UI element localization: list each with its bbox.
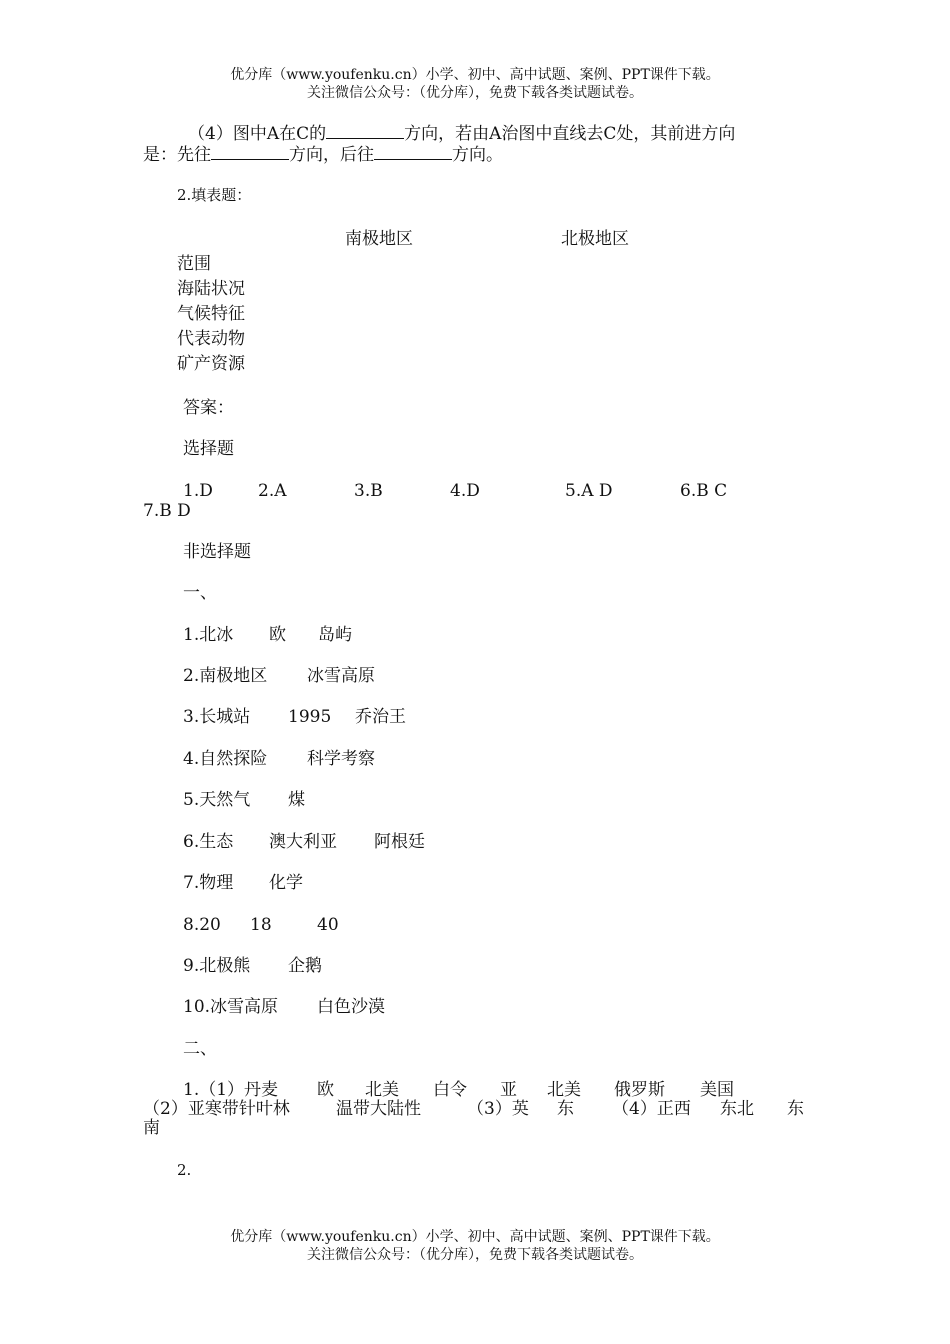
answer-text: 1995 [288, 707, 332, 727]
answer-text: 40 [317, 915, 339, 935]
answer-blank [326, 124, 404, 139]
choice-answer: 2.A [258, 481, 287, 501]
choice-answer: 5.A D [565, 481, 613, 501]
answer-text: 美国 [700, 1080, 734, 1100]
answer-text: 亚 [500, 1080, 517, 1100]
answer-text: 冰雪高原 [307, 666, 375, 686]
answer-text: 9.北极熊 [183, 956, 251, 976]
answer-text: 企鹅 [288, 956, 322, 976]
answer-text: 8.20 [183, 915, 221, 935]
table-row-label: 海陆状况 [177, 279, 245, 299]
fill-table-title: 2.填表题： [177, 186, 252, 204]
answer-text: （3）英 [467, 1099, 529, 1119]
answer-text: 1.北冰 [183, 625, 234, 645]
page-footer [0, 1228, 950, 1264]
q4-line-2 [143, 145, 503, 165]
part1-title: 一、 [183, 583, 217, 603]
q4-text-1: （4）图中A在C的 [188, 124, 327, 144]
answer-text: 乔治王 [355, 707, 406, 727]
answer-text: 3.长城站 [183, 707, 251, 727]
answer-text: 东 [557, 1099, 574, 1119]
answer-text: 7.物理 [183, 873, 234, 893]
q4-line-1 [188, 124, 735, 144]
answer-text: 科学考察 [307, 749, 375, 769]
table-row-label: 范围 [177, 254, 211, 274]
part2-title: 二、 [183, 1039, 217, 1059]
answer-blank [211, 145, 289, 160]
answer-text: 欧 [269, 625, 286, 645]
answer-text: 东 [787, 1099, 804, 1119]
answer-text: （4）正西 [612, 1099, 691, 1119]
answer-text: 岛屿 [318, 625, 352, 645]
answer-text: 1.（1）丹麦 [183, 1080, 279, 1100]
part2-line-3: 南 [143, 1118, 160, 1138]
table-col-north-pole: 北极地区 [561, 229, 629, 249]
answer-text: 18 [250, 915, 272, 935]
answer-text: 10.冰雪高原 [183, 997, 279, 1017]
q4-text-3: 是：先往 [143, 145, 211, 165]
table-row-label: 矿产资源 [177, 354, 245, 374]
header-line-2: 关注微信公众号：（优分库），免费下载各类试题试卷。 [307, 85, 643, 101]
choice-answer: 6.B C [680, 481, 728, 501]
answer-text: 俄罗斯 [614, 1080, 665, 1100]
nonchoice-title: 非选择题 [183, 542, 251, 562]
answer-text: 4.自然探险 [183, 749, 268, 769]
footer-line-2: 关注微信公众号：（优分库），免费下载各类试题试卷。 [307, 1247, 643, 1263]
answer-text: 白令 [433, 1080, 467, 1100]
q4-text-4: 方向，后往 [289, 145, 374, 165]
answer-text: 北美 [365, 1080, 399, 1100]
answer-text: 6.生态 [183, 832, 234, 852]
answer-text: 5.天然气 [183, 790, 251, 810]
answer-text: （2）亚寒带针叶林 [143, 1099, 290, 1119]
part2-item-2: 2. [177, 1161, 192, 1179]
answer-text: 北美 [547, 1080, 581, 1100]
table-row-label: 代表动物 [177, 329, 245, 349]
answer-blank [374, 145, 452, 160]
choice-title: 选择题 [183, 439, 234, 459]
answer-text: 东北 [720, 1099, 754, 1119]
choice-answer: 3.B [354, 481, 383, 501]
q4-text-5: 方向。 [452, 145, 503, 165]
table-col-south-pole: 南极地区 [345, 229, 413, 249]
answer-text: 阿根廷 [374, 832, 425, 852]
footer-line-1: 优分库（www.youfenku.cn）小学、初中、高中试题、案例、PPT课件下载。 [230, 1229, 720, 1245]
answer-text: 欧 [317, 1080, 334, 1100]
table-row-label: 气候特征 [177, 304, 245, 324]
header-line-1: 优分库（www.youfenku.cn）小学、初中、高中试题、案例、PPT课件下载。 [230, 67, 720, 83]
answer-text: 温带大陆性 [336, 1099, 421, 1119]
q4-text-2: 方向，若由A治图中直线去C处，其前进方向 [404, 124, 736, 144]
choice-answer: 4.D [450, 481, 480, 501]
answer-text: 白色沙漠 [317, 997, 385, 1017]
page-header [0, 66, 950, 102]
choice-answer: 7.B D [143, 501, 191, 521]
answers-title: 答案： [183, 398, 234, 418]
answer-text: 化学 [269, 873, 303, 893]
answer-text: 煤 [288, 790, 305, 810]
answer-text: 2.南极地区 [183, 666, 268, 686]
choice-answer: 1.D [183, 481, 213, 501]
answer-text: 澳大利亚 [269, 832, 337, 852]
